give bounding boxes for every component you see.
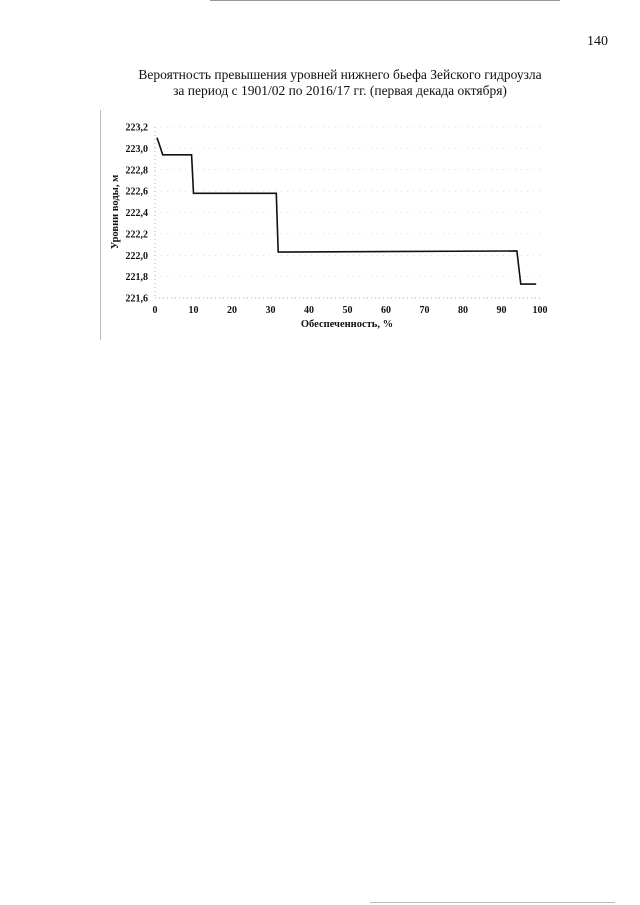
series-line-0	[157, 138, 536, 284]
x-axis-ticks	[153, 305, 548, 316]
y-tick-label: 222,8	[125, 165, 148, 177]
probability-chart	[0, 0, 640, 360]
y-tick-label: 223,2	[125, 122, 148, 134]
y-tick-label: 221,8	[125, 272, 148, 284]
x-axis-label: Обеспеченность, %	[300, 319, 394, 330]
y-axis-label: Уровни воды, м	[110, 174, 121, 250]
x-tick-label: 100	[532, 305, 548, 316]
y-tick-label: 222,2	[125, 229, 148, 241]
y-axis-ticks	[126, 123, 149, 305]
x-tick-label: 10	[188, 305, 199, 316]
x-tick-label: 70	[419, 305, 430, 316]
x-tick-label: 60	[381, 305, 391, 316]
y-tick-label: 222,0	[125, 250, 148, 262]
x-tick-label: 0	[152, 305, 158, 316]
chart-title-line-2: за период с 1901/02 по 2016/17 гг. (первая декада октября)	[173, 83, 507, 98]
y-tick-label: 222,4	[125, 208, 148, 219]
x-tick-label: 30	[265, 305, 276, 316]
chart-title-line-1: Вероятность превышения уровней нижнего бьефа Зейского гидроузла	[138, 67, 542, 82]
y-tick-label: 222,6	[125, 186, 148, 198]
scan-border-bottom	[370, 902, 615, 903]
x-tick-label: 80	[458, 305, 468, 316]
chart-series	[157, 138, 536, 284]
x-tick-label: 40	[304, 305, 314, 316]
x-tick-label: 90	[496, 305, 507, 316]
x-tick-label: 20	[227, 305, 237, 316]
x-tick-label: 50	[342, 305, 353, 316]
y-tick-label: 221,6	[125, 293, 148, 305]
page-number: 140	[587, 34, 608, 49]
y-tick-label: 223,0	[125, 143, 148, 155]
chart-grid	[155, 127, 540, 298]
